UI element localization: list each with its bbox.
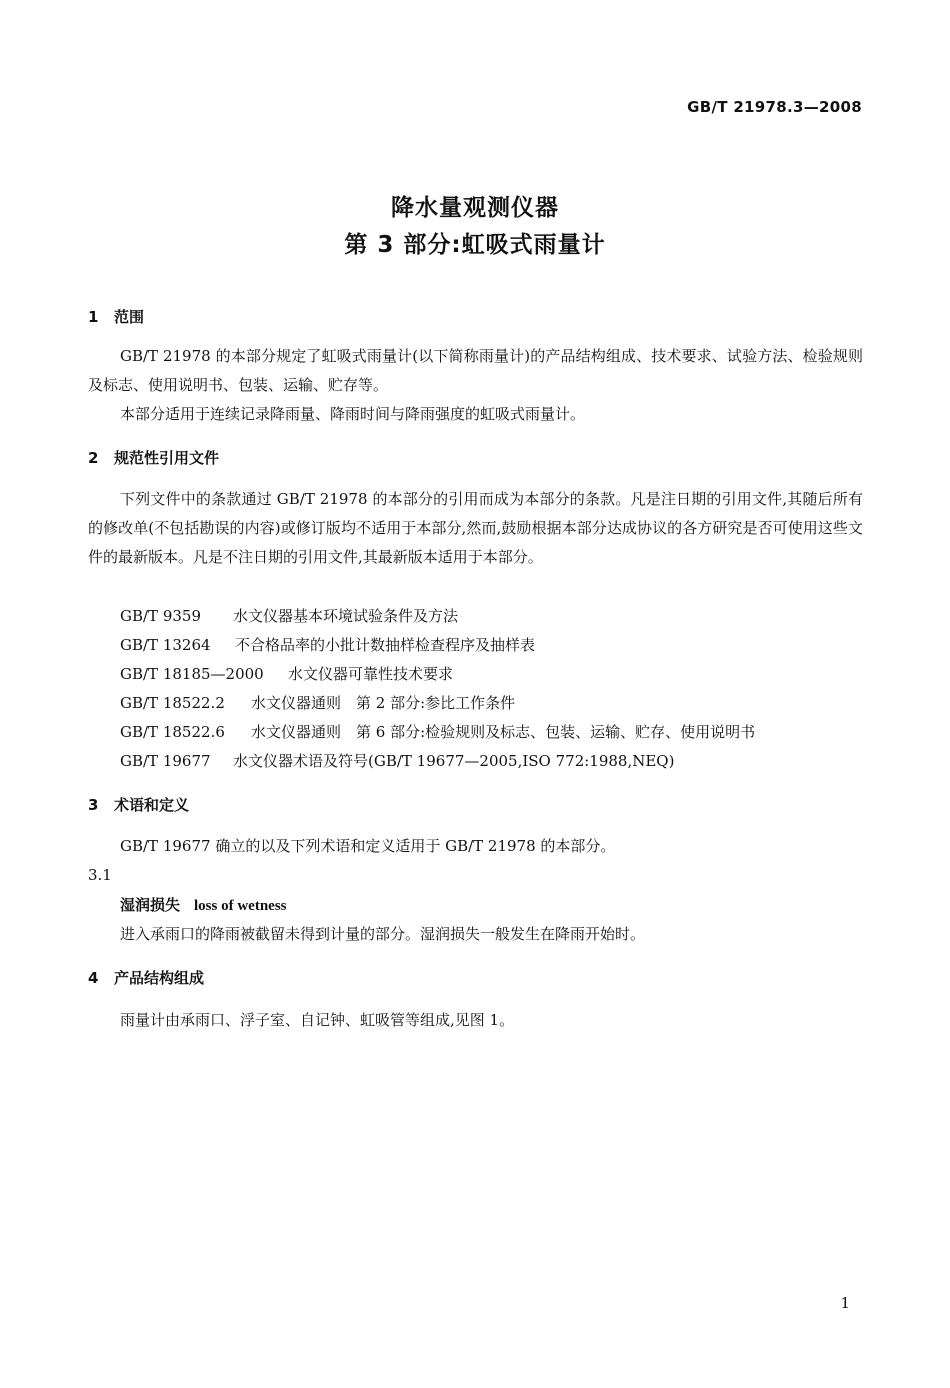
page-number: 1 <box>840 1294 850 1312</box>
reference-code: GB/T 18185—2000 <box>120 665 264 683</box>
section-2-heading <box>88 447 219 468</box>
document-title: 降水量观测仪器 <box>391 195 559 221</box>
section-number: 4 <box>88 969 99 987</box>
reference-item <box>120 634 535 655</box>
reference-item <box>120 692 515 713</box>
reference-title: 不合格品率的小批计数抽样检查程序及抽样表 <box>235 636 536 654</box>
section-4-paragraph-1: 雨量计由承雨口、浮子室、自记钟、虹吸管等组成,见图 1。 <box>120 1011 515 1029</box>
reference-code: GB/T 19677 <box>120 752 211 770</box>
section-title: 产品结构组成 <box>114 969 205 987</box>
section-number: 2 <box>88 449 99 467</box>
section-number: 3 <box>88 796 99 814</box>
section-4-heading <box>88 967 204 988</box>
section-title: 术语和定义 <box>114 796 190 814</box>
section-title: 规范性引用文件 <box>114 449 220 467</box>
section-1-paragraph-1: GB/T 21978 的本部分规定了虹吸式雨量计(以下简称雨量计)的产品结构组成、技术要求、试验方法、检验规则及标志、使用说明书、包装、运输、贮存等。 <box>88 347 863 394</box>
reference-item <box>120 750 674 771</box>
section-title: 范围 <box>114 308 145 326</box>
reference-title: 水文仪器基本环境试验条件及方法 <box>233 607 459 625</box>
reference-code: GB/T 13264 <box>120 636 211 654</box>
document-subtitle: 第 3 部分:虹吸式雨量计 <box>344 232 606 258</box>
reference-title: 水文仪器可靠性技术要求 <box>288 665 454 683</box>
term-english: loss of wetness <box>194 898 287 914</box>
section-number: 1 <box>88 308 99 326</box>
reference-title: 水文仪器通则 第 6 部分:检验规则及标志、包装、运输、贮存、使用说明书 <box>251 723 756 741</box>
reference-item <box>120 663 453 684</box>
section-3-paragraph-1: GB/T 19677 确立的以及下列术语和定义适用于 GB/T 21978 的本部分。 <box>120 837 616 855</box>
clause-number: 3.1 <box>88 866 112 884</box>
standard-code: GB/T 21978.3—2008 <box>687 98 862 116</box>
reference-item <box>120 605 458 626</box>
reference-code: GB/T 9359 <box>120 607 202 625</box>
section-1-paragraph-2: 本部分适用于连续记录降雨量、降雨时间与降雨强度的虹吸式雨量计。 <box>120 405 586 423</box>
section-3-heading <box>88 794 189 815</box>
reference-title: 水文仪器术语及符号(GB/T 19677—2005,ISO 772:1988,NEQ) <box>233 752 675 770</box>
reference-item <box>120 721 755 742</box>
reference-code: GB/T 18522.6 <box>120 723 225 741</box>
term-definition: 进入承雨口的降雨被截留未得到计量的部分。湿润损失一般发生在降雨开始时。 <box>120 925 646 943</box>
reference-code: GB/T 18522.2 <box>120 694 225 712</box>
term-chinese: 湿润损失 <box>120 896 181 914</box>
term-entry <box>120 894 287 915</box>
section-1-heading <box>88 306 144 327</box>
reference-title: 水文仪器通则 第 2 部分:参比工作条件 <box>251 694 516 712</box>
section-2-paragraph-1: 下列文件中的条款通过 GB/T 21978 的本部分的引用而成为本部分的条款。凡是注日期的引用文件,其随后所有的修改单(不包括勘误的内容)或修订版均不适用于本部分,然而,鼓励根据本部分达成协议的各方研究是否可使用这些文件的最新版本。凡是不注日期的引用文件,其最新版本适用于本部分。 <box>88 490 863 566</box>
